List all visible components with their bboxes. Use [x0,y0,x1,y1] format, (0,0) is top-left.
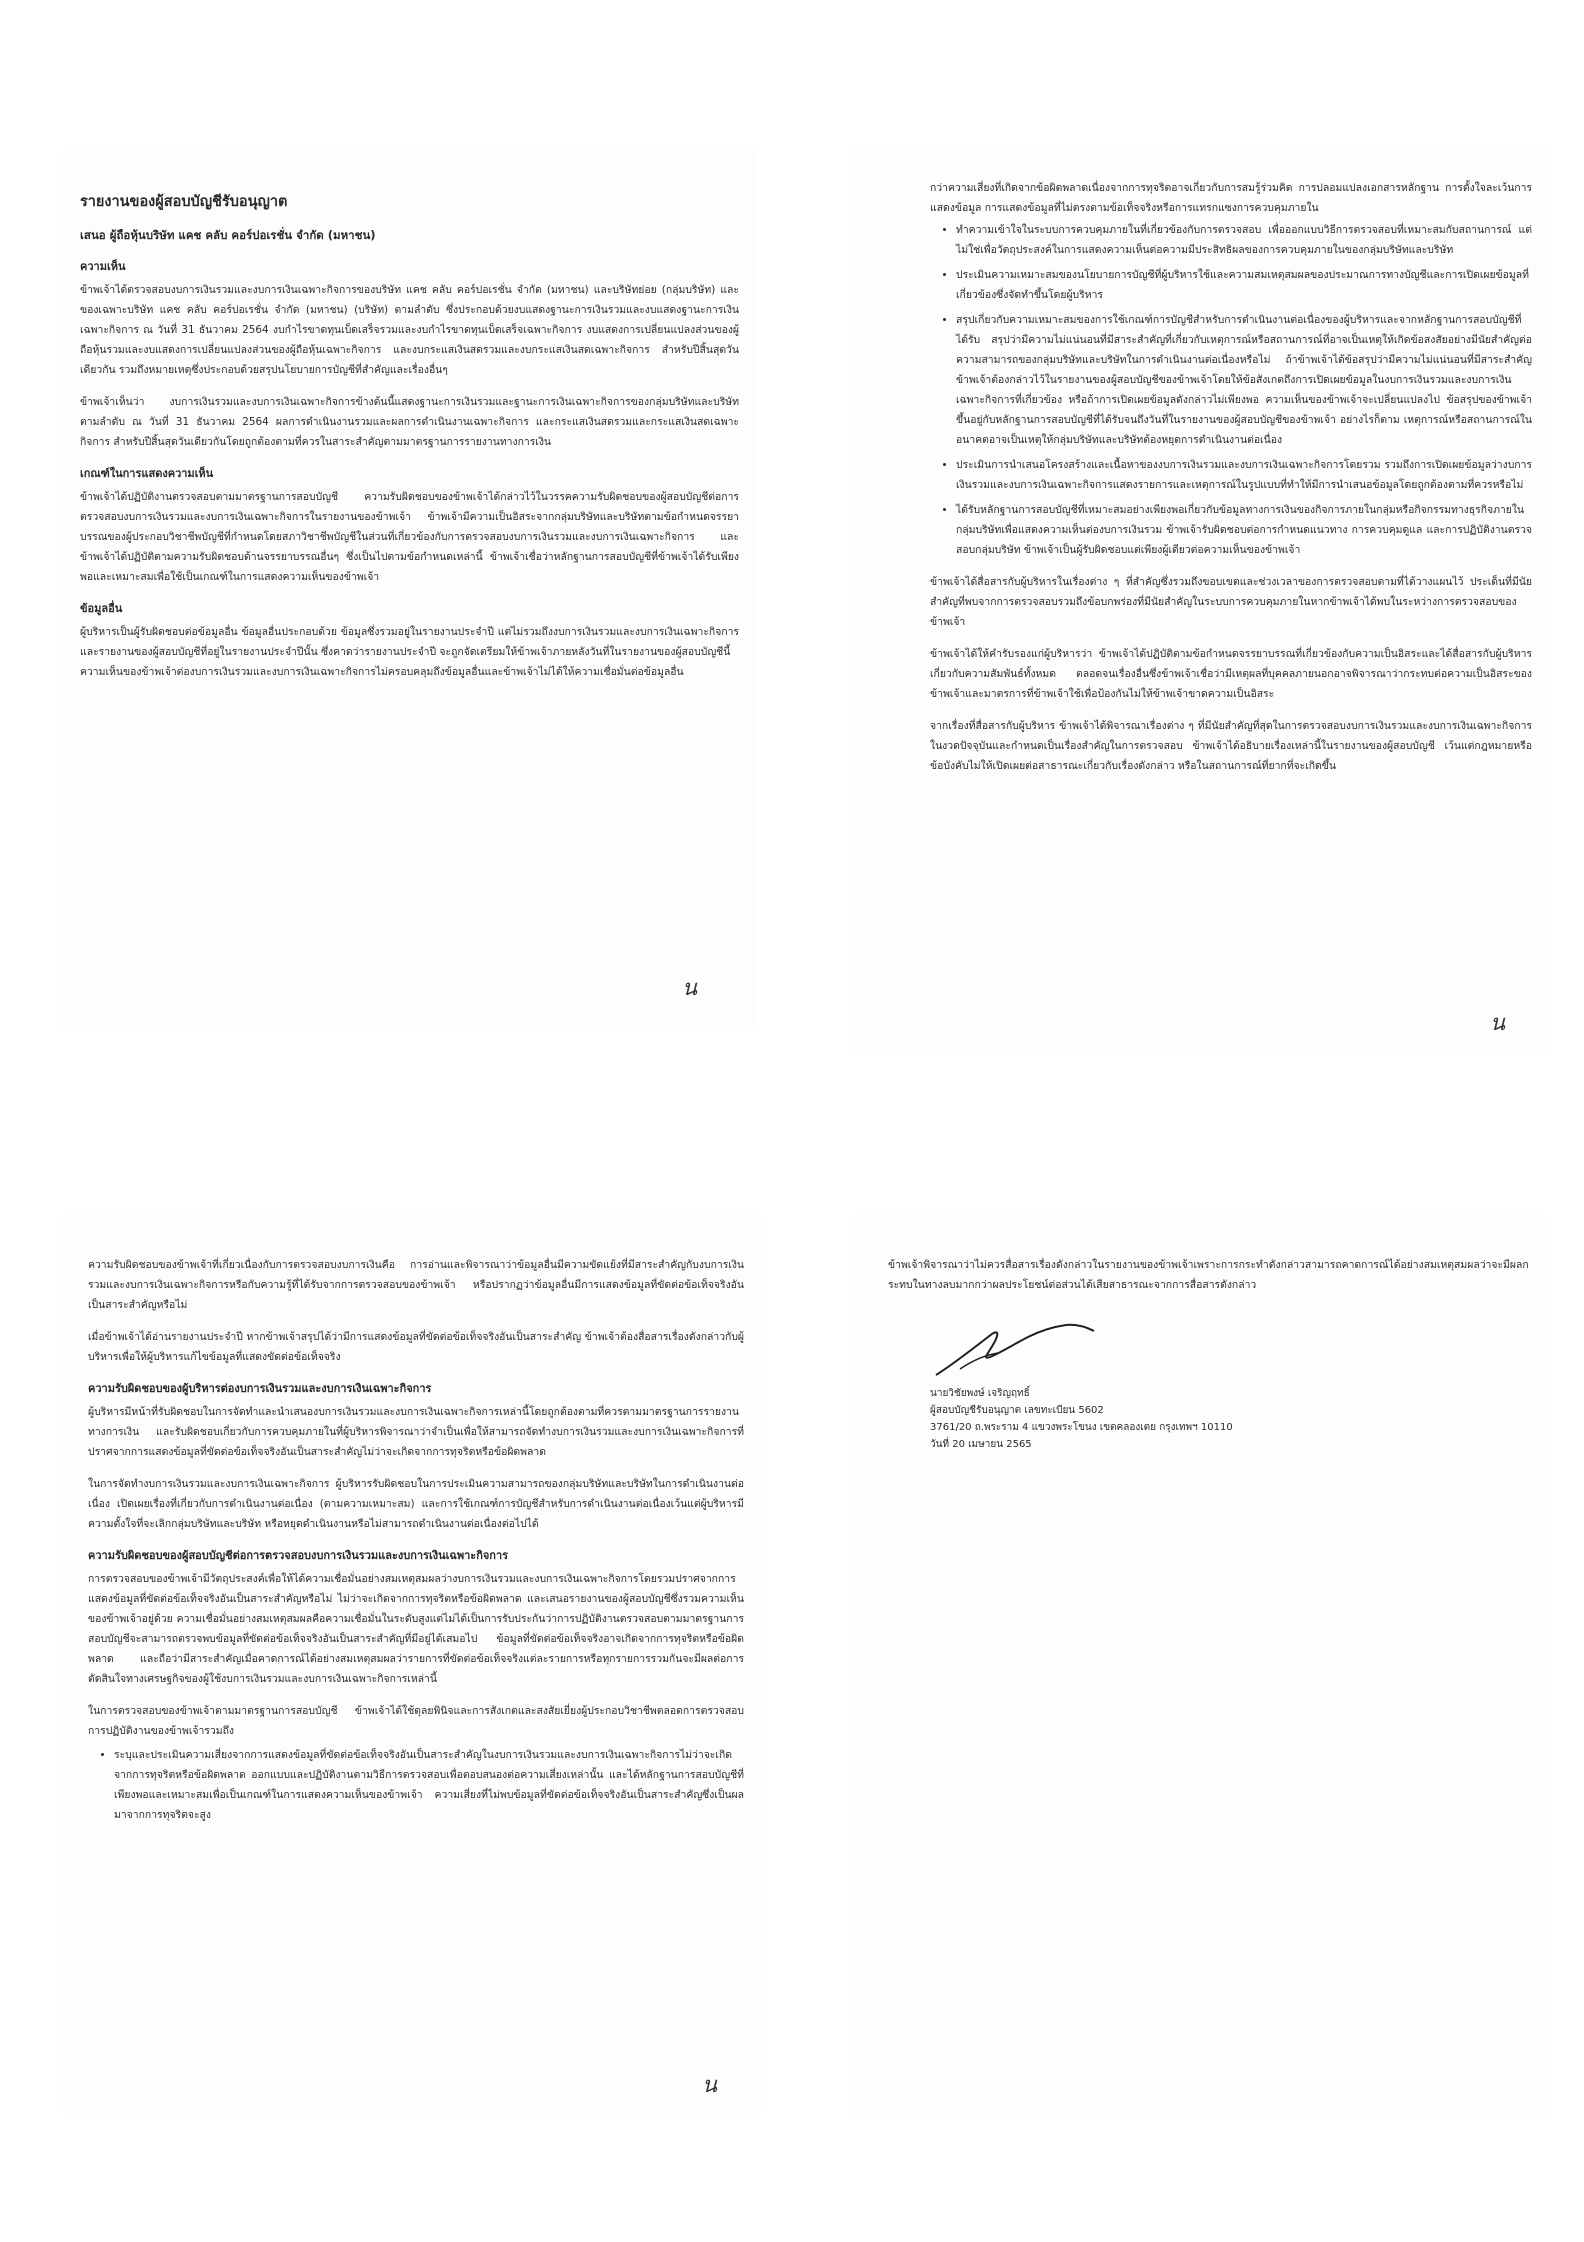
signer-name: นายวิชัยพงษ์ เจริญฤทธิ์ [930,1388,1030,1399]
basis-paragraph: ข้าพเจ้าได้ปฏิบัติงานตรวจสอบตามมาตรฐานการสอบบัญชี ความรับผิดชอบของข้าพเจ้าได้กล่าวไว้ในวรรคความรับผิดชอบของผู้สอบบัญชีต่อการตรวจสอบงบการเงินรวมและงบการเงินเฉพาะกิจการในรายงานของข้าพเจ้า ข้าพเจ้ามีความเป็นอิสระจากกลุ่มบริษัทและบริษัทตามข้อกำหนดจรรยาบรรณของผู้ประกอบวิชาชีพบัญชีที่กำหนดโดยสภาวิชาชีพบัญชีในส่วนที่เกี่ยวข้องกับการตรวจสอบงบการเงินรวมและงบการเงินเฉพาะกิจการ และข้าพเจ้าได้ปฏิบัติตามความรับผิดชอบด้านจรรยาบรรณอื่นๆ ซึ่งเป็นไปตามข้อกำหนดเหล่านี้ ข้าพเจ้าเชื่อว่าหลักฐานการสอบบัญชีที่ข้าพเจ้าได้รับเพียงพอและเหมาะสมเพื่อใช้เป็นเกณฑ์ในการแสดงความเห็นของข้าพเจ้า [80,491,739,583]
opinion-paragraph-1: ข้าพเจ้าได้ตรวจสอบงบการเงินรวมและงบการเงินเฉพาะกิจการของบริษัท แคช คลับ คอร์ปอเรชั่น จำกัด (มหาชน) และบริษัทย่อย (กลุ่มบริษัท) และของเฉพาะบริษัท แคช คลับ คอร์ปอเรชั่น จำกัด (มหาชน) (บริษัท) ตามลำดับ ซึ่งประกอบด้วยงบแสดงฐานะการเงินรวมและงบแสดงฐานะการเงินเฉพาะกิจการ ณ วันที่ 31 ธันวาคม 2564 งบกำไรขาดทุนเบ็ดเสร็จรวมและงบกำไรขาดทุนเบ็ดเสร็จเฉพาะกิจการ งบแสดงการเปลี่ยนแปลงส่วนของผู้ถือหุ้นรวมและงบแสดงการเปลี่ยนแปลงส่วนของผู้ถือหุ้นเฉพาะกิจการ และงบกระแสเงินสดรวมและงบกระแสเงินสดเฉพาะกิจการ สำหรับปีสิ้นสุดวันเดียวกัน รวมถึงหมายเหตุซึ่งประกอบด้วยสรุปนโยบายการบัญชีที่สำคัญและเรื่องอื่นๆ [80,284,739,376]
report-page-3 [62,1215,762,2115]
management-responsibility-paragraph-2: ในการจัดทำงบการเงินรวมและงบการเงินเฉพาะกิจการ ผู้บริหารรับผิดชอบในการประเมินความสามารถของกลุ่มบริษัทและบริษัทในการดำเนินงานต่อเนื่อง เปิดเผยเรื่องที่เกี่ยวกับการดำเนินงานต่อเนื่อง (ตามความเหมาะสม) และการใช้เกณฑ์การบัญชีสำหรับการดำเนินงานต่อเนื่องเว้นแต่ผู้บริหารมีความตั้งใจที่จะเลิกกลุ่มบริษัทและบริษัท หรือหยุดดำเนินงานหรือไม่สามารถดำเนินงานต่อเนื่องต่อไปได้ [88,1478,744,1530]
fraud-risk-continued-paragraph: กว่าความเสี่ยงที่เกิดจากข้อผิดพลาดเนื่องจากการทุจริตอาจเกี่ยวกับการสมรู้ร่วมคิด การปลอมแปลงเอกสารหลักฐาน การตั้งใจละเว้นการแสดงข้อมูล การแสดงข้อมูลที่ไม่ตรงตามข้อเท็จจริงหรือการแทรกแซงการควบคุมภายใน [930,182,1532,214]
report-page-4 [850,1215,1550,2115]
communication-decision-paragraph: ข้าพเจ้าพิจารณาว่าไม่ควรสื่อสารเรื่องดังกล่าวในรายงานของข้าพเจ้าเพราะการกระทำดังกล่าวสามารถคาดการณ์ได้อย่างสมเหตุสมผลว่าจะมีผลกระทบในทางลบมากกว่าผลประโยชน์ต่อส่วนได้เสียสาธารณะจากการสื่อสารดังกล่าว [888,1259,1529,1291]
auditor-responsibility-paragraph-2: ในการตรวจสอบของข้าพเจ้าตามมาตรฐานการสอบบัญชี ข้าพเจ้าได้ใช้ดุลยพินิจและการสังเกตและสงสัยเยี่ยงผู้ประกอบวิชาชีพตลอดการตรวจสอบ การปฏิบัติงานของข้าพเจ้ารวมถึง [88,1705,744,1737]
management-responsibility-heading: ความรับผิดชอบของผู้บริหารต่องบการเงินรวมและงบการเงินเฉพาะกิจการ [88,1382,432,1395]
report-addressee: เสนอ ผู้ถือหุ้นบริษัท แคช คลับ คอร์ปอเรชั่น จำกัด (มหาชน) [80,228,376,242]
basis-heading: เกณฑ์ในการแสดงความเห็น [80,467,214,480]
auditor-initials: น [702,2073,718,2098]
list-item: • ประเมินการนำเสนอโครงสร้างและเนื้อหาของงบการเงินรวมและงบการเงินเฉพาะกิจการโดยรวม รวมถึงการเปิดเผยข้อมูลว่างบการเงินรวมและงบการเงินเฉพาะกิจการแสดงรายการและเหตุการณ์ในรูปแบบที่ทำให้มีการนำเสนอข้อมูลโดยถูกต้องตามที่ควรหรือไม่ [956,455,1532,495]
report-page-2 [850,150,1550,1050]
signature-block [930,1385,1233,1453]
opinion-heading: ความเห็น [80,260,126,273]
opinion-paragraph-2: ข้าพเจ้าเห็นว่า งบการเงินรวมและงบการเงินเฉพาะกิจการข้างต้นนี้แสดงฐานะการเงินรวมและฐานะการเงินเฉพาะกิจการของกลุ่มบริษัทและบริษัท ตามลำดับ ณ วันที่ 31 ธันวาคม 2564 ผลการดำเนินงานรวมและผลการดำเนินงานเฉพาะกิจการ และกระแสเงินสดรวมและกระแสเงินสดเฉพาะกิจการ สำหรับปีสิ้นสุดวันเดียวกันโดยถูกต้องตามที่ควรในสาระสำคัญตามมาตรฐานการรายงานทางการเงิน [80,396,739,448]
signer-address: 3761/20 ถ.พระราม 4 แขวงพระโขนง เขตคลองเตย กรุงเทพฯ 10110 [930,1422,1233,1433]
report-title: รายงานของผู้สอบบัญชีรับอนุญาต [80,194,288,210]
list-item: • ทำความเข้าใจในระบบการควบคุมภายในที่เกี่ยวข้องกับการตรวจสอบ เพื่อออกแบบวิธีการตรวจสอบที่เหมาะสมกับสถานการณ์ แต่ไม่ใช่เพื่อวัตถุประสงค์ในการแสดงความเห็นต่อความมีประสิทธิผลของการควบคุมภายในของกลุ่มบริษัทและบริษัท [956,220,1532,260]
list-item: • ประเมินความเหมาะสมของนโยบายการบัญชีที่ผู้บริหารใช้และความสมเหตุสมผลของประมาณการทางบัญชีและการเปิดเผยข้อมูลที่เกี่ยวข้องซึ่งจัดทำขึ้นโดยผู้บริหาร [956,265,1532,305]
other-information-responsibility-paragraph: ความรับผิดชอบของข้าพเจ้าที่เกี่ยวเนื่องกับการตรวจสอบงบการเงินคือ การอ่านและพิจารณาว่าข้อมูลอื่นมีความขัดแย้งที่มีสาระสำคัญกับงบการเงินรวมและงบการเงินเฉพาะกิจการหรือกับความรู้ที่ได้รับจากการตรวจสอบของข้าพเจ้า หรือปรากฏว่าข้อมูลอื่นมีการแสดงข้อมูลที่ขัดต่อข้อเท็จจริงอันเป็นสาระสำคัญหรือไม่ [88,1259,744,1311]
report-page-1 [62,150,757,1030]
signer-license: ผู้สอบบัญชีรับอนุญาต เลขทะเบียน 5602 [930,1405,1104,1416]
key-audit-matters-paragraph: จากเรื่องที่สื่อสารกับผู้บริหาร ข้าพเจ้าได้พิจารณาเรื่องต่าง ๆ ที่มีนัยสำคัญที่สุดในการตรวจสอบงบการเงินรวมและงบการเงินเฉพาะกิจการในงวดปัจจุบันและกำหนดเป็นเรื่องสำคัญในการตรวจสอบ ข้าพเจ้าได้อธิบายเรื่องเหล่านี้ในรายงานของผู้สอบบัญชี เว้นแต่กฎหมายหรือข้อบังคับไม่ให้เปิดเผยต่อสาธารณะเกี่ยวกับเรื่องดังกล่าว หรือในสถานการณ์ที่ยากที่จะเกิดขึ้น [930,720,1532,772]
auditor-responsibility-paragraph-1: การตรวจสอบของข้าพเจ้ามีวัตถุประสงค์เพื่อให้ได้ความเชื่อมั่นอย่างสมเหตุสมผลว่างบการเงินรวมและงบการเงินเฉพาะกิจการโดยรวมปราศจากการแสดงข้อมูลที่ขัดต่อข้อเท็จจริงอันเป็นสาระสำคัญหรือไม่ ไม่ว่าจะเกิดจากการทุจริตหรือข้อผิดพลาด และเสนอรายงานของผู้สอบบัญชีซึ่งรวมความเห็นของข้าพเจ้าอยู่ด้วย ความเชื่อมั่นอย่างสมเหตุสมผลคือความเชื่อมั่นในระดับสูงแต่ไม่ได้เป็นการรับประกันว่าการปฏิบัติงานตรวจสอบตามมาตรฐานการสอบบัญชีจะสามารถตรวจพบข้อมูลที่ขัดต่อข้อเท็จจริงอันเป็นสาระสำคัญที่มีอยู่ได้เสมอไป ข้อมูลที่ขัดต่อข้อเท็จจริงอาจเกิดจากการทุจริตหรือข้อผิดพลาด และถือว่ามีสาระสำคัญเมื่อคาดการณ์ได้อย่างสมเหตุสมผลว่ารายการที่ขัดต่อข้อเท็จจริงแต่ละรายการหรือทุกรายการรวมกันจะมีผลต่อการตัดสินใจทางเศรษฐกิจของผู้ใช้งบการเงินรวมและงบการเงินเฉพาะกิจการเหล่านี้ [88,1573,744,1685]
auditor-initials: น [682,976,698,1001]
auditor-procedures-list [88,1745,744,1825]
other-information-heading: ข้อมูลอื่น [80,602,123,615]
auditor-procedures-list [930,220,1532,560]
auditor-initials: น [1490,1011,1506,1036]
auditor-responsibility-heading: ความรับผิดชอบของผู้สอบบัญชีต่อการตรวจสอบงบการเงินรวมและงบการเงินเฉพาะกิจการ [88,1549,509,1562]
list-item: • สรุปเกี่ยวกับความเหมาะสมของการใช้เกณฑ์การบัญชีสำหรับการดำเนินงานต่อเนื่องของผู้บริหารและจากหลักฐานการสอบบัญชีที่ได้รับ สรุปว่ามีความไม่แน่นอนที่มีสาระสำคัญที่เกี่ยวกับเหตุการณ์หรือสถานการณ์ที่อาจเป็นเหตุให้เกิดข้อสงสัยอย่างมีนัยสำคัญต่อความสามารถของกลุ่มบริษัทและบริษัทในการดำเนินงานต่อเนื่องหรือไม่ ถ้าข้าพเจ้าได้ข้อสรุปว่ามีความไม่แน่นอนที่มีสาระสำคัญ ข้าพเจ้าต้องกล่าวไว้ในรายงานของผู้สอบบัญชีของข้าพเจ้าโดยให้ข้อสังเกตถึงการเปิดเผยข้อมูลในงบการเงินรวมและงบการเงินเฉพาะกิจการที่เกี่ยวข้อง หรือถ้าการเปิดเผยข้อมูลดังกล่าวไม่เพียงพอ ความเห็นของข้าพเจ้าจะเปลี่ยนแปลงไป ข้อสรุปของข้าพเจ้าขึ้นอยู่กับหลักฐานการสอบบัญชีที่ได้รับจนถึงวันที่ในรายงานของผู้สอบบัญชีของข้าพเจ้า อย่างไรก็ตาม เหตุการณ์หรือสถานการณ์ในอนาคตอาจเป็นเหตุให้กลุ่มบริษัทและบริษัทต้องหยุดการดำเนินงานต่อเนื่อง [956,310,1532,450]
management-responsibility-paragraph-1: ผู้บริหารมีหน้าที่รับผิดชอบในการจัดทำและนำเสนองบการเงินรวมและงบการเงินเฉพาะกิจการเหล่านี้โดยถูกต้องตามที่ควรตามมาตรฐานการรายงานทางการเงิน และรับผิดชอบเกี่ยวกับการควบคุมภายในที่ผู้บริหารพิจารณาว่าจำเป็นเพื่อให้สามารถจัดทำงบการเงินรวมและงบการเงินเฉพาะกิจการที่ปราศจากการแสดงข้อมูลที่ขัดต่อข้อเท็จจริงอันเป็นสาระสำคัญไม่ว่าจะเกิดจากการทุจริตหรือข้อผิดพลาด [88,1406,744,1458]
communication-scope-paragraph: ข้าพเจ้าได้สื่อสารกับผู้บริหารในเรื่องต่าง ๆ ที่สำคัญซึ่งรวมถึงขอบเขตและช่วงเวลาของการตรวจสอบตามที่ได้วางแผนไว้ ประเด็นที่มีนัยสำคัญที่พบจากการตรวจสอบรวมถึงข้อบกพร่องที่มีนัยสำคัญในระบบการควบคุมภายในหากข้าพเจ้าได้พบในระหว่างการตรวจสอบของข้าพเจ้า [930,576,1532,628]
other-information-paragraph-2: ความเห็นของข้าพเจ้าต่องบการเงินรวมและงบการเงินเฉพาะกิจการไม่ครอบคลุมถึงข้อมูลอื่นและข้าพเจ้าไม่ได้ให้ความเชื่อมั่นต่อข้อมูลอื่น [80,666,684,678]
other-information-paragraph-1: ผู้บริหารเป็นผู้รับผิดชอบต่อข้อมูลอื่น ข้อมูลอื่นประกอบด้วย ข้อมูลซึ่งรวมอยู่ในรายงานประจำปี แต่ไม่รวมถึงงบการเงินรวมและงบการเงินเฉพาะกิจการและรายงานของผู้สอบบัญชีที่อยู่ในรายงานประจำปีนั้น ซึ่งคาดว่ารายงานประจำปี จะถูกจัดเตรียมให้ข้าพเจ้าภายหลังวันที่ในรายงานของผู้สอบบัญชีนี้ [80,626,739,658]
signature-date: วันที่ 20 เมษายน 2565 [930,1439,1032,1450]
independence-paragraph: ข้าพเจ้าได้ให้คำรับรองแก่ผู้บริหารว่า ข้าพเจ้าได้ปฏิบัติตามข้อกำหนดจรรยาบรรณที่เกี่ยวข้องกับความเป็นอิสระและได้สื่อสารกับผู้บริหารเกี่ยวกับความสัมพันธ์ทั้งหมด ตลอดจนเรื่องอื่นซึ่งข้าพเจ้าเชื่อว่ามีเหตุผลที่บุคคลภายนอกอาจพิจารณาว่ากระทบต่อความเป็นอิสระของข้าพเจ้าและมาตรการที่ข้าพเจ้าใช้เพื่อป้องกันไม่ให้ข้าพเจ้าขาดความเป็นอิสระ [930,648,1532,700]
auditor-signature [930,1315,1100,1385]
annual-report-paragraph: เมื่อข้าพเจ้าได้อ่านรายงานประจำปี หากข้าพเจ้าสรุปได้ว่ามีการแสดงข้อมูลที่ขัดต่อข้อเท็จจริงอันเป็นสาระสำคัญ ข้าพเจ้าต้องสื่อสารเรื่องดังกล่าวกับผู้บริหารเพื่อให้ผู้บริหารแก้ไขข้อมูลที่แสดงขัดต่อข้อเท็จจริง [88,1331,744,1363]
list-item: • ได้รับหลักฐานการสอบบัญชีที่เหมาะสมอย่างเพียงพอเกี่ยวกับข้อมูลทางการเงินของกิจการภายในกลุ่มหรือกิจกรรมทางธุรกิจภายในกลุ่มบริษัทเพื่อแสดงความเห็นต่องบการเงินรวม ข้าพเจ้ารับผิดชอบต่อการกำหนดแนวทาง การควบคุมดูแล และการปฏิบัติงานตรวจสอบกลุ่มบริษัท ข้าพเจ้าเป็นผู้รับผิดชอบแต่เพียงผู้เดียวต่อความเห็นของข้าพเจ้า [956,500,1532,560]
list-item: • ระบุและประเมินความเสี่ยงจากการแสดงข้อมูลที่ขัดต่อข้อเท็จจริงอันเป็นสาระสำคัญในงบการเงินรวมและงบการเงินเฉพาะกิจการไม่ว่าจะเกิดจากการทุจริตหรือข้อผิดพลาด ออกแบบและปฏิบัติงานตามวิธีการตรวจสอบเพื่อตอบสนองต่อความเสี่ยงเหล่านั้น และได้หลักฐานการสอบบัญชีที่เพียงพอและเหมาะสมเพื่อเป็นเกณฑ์ในการแสดงความเห็นของข้าพเจ้า ความเสี่ยงที่ไม่พบข้อมูลที่ขัดต่อข้อเท็จจริงอันเป็นสาระสำคัญซึ่งเป็นผลมาจากการทุจริตจะสูง [114,1745,744,1825]
